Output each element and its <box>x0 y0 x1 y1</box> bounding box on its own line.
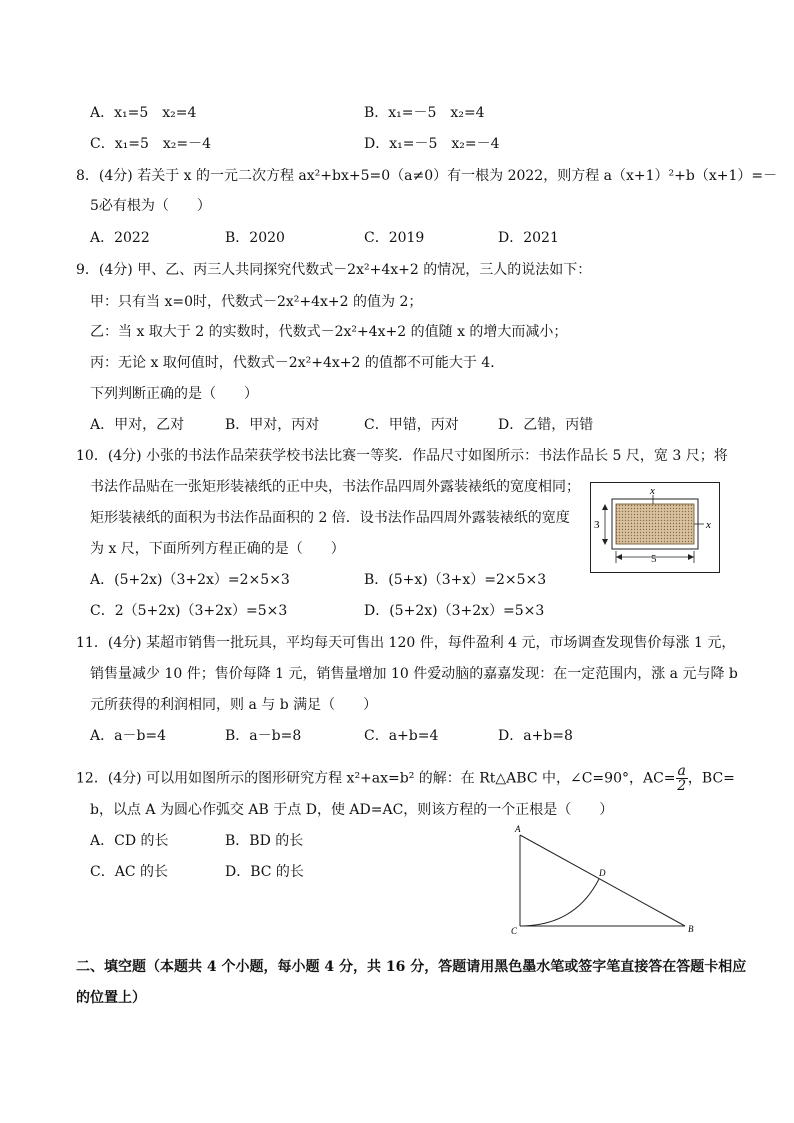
q11-stem-line1: 11．(4分) 某超市销售一批玩具，平均每天可售出 120 件，每件盈利 4 元，市场调查发现售价每涨 1 元， <box>76 635 736 651</box>
q7-option-d: D．x₁=－5 x₂=－4 <box>364 136 500 152</box>
q9-option-c: C．甲错，丙对 <box>364 417 459 433</box>
q10-figure-svg <box>591 483 719 572</box>
q12-stem-line1a: 12．(4分) 可以用如图所示的图形研究方程 x²+ax=b² 的解：在 Rt△ABC 中，∠C=90°，AC= <box>76 770 676 787</box>
q10-stem-line2: 书法作品贴在一张矩形装裱纸的正中央，书法作品四周外露装裱纸的宽度相同； <box>90 479 580 495</box>
q9-option-a: A．甲对，乙对 <box>90 417 185 433</box>
q11-stem-line3: 元所获得的利润相同，则 a 与 b 满足（ ） <box>90 697 378 713</box>
arc-cd <box>520 879 599 926</box>
q11-option-d: D．a+b=8 <box>498 728 573 744</box>
q9-yi: 乙：当 x 取大于 2 的实数时，代数式－2x²+4x+2 的值随 x 的增大而减小； <box>90 324 568 340</box>
q8-option-c: C．2019 <box>364 230 425 246</box>
q10-stem-line1: 10．(4分) 小张的书法作品荣获学校书法比赛一等奖．作品尺寸如图所示：书法作品长 5 尺，宽 3 尺；将 <box>76 448 728 464</box>
fig-label-x-right: x <box>706 519 711 531</box>
q9-jia: 甲：只有当 x=0时，代数式－2x²+4x+2 的值为 2； <box>90 294 423 310</box>
q12-stem-line2: b，以点 A 为圆心作弧交 AB 于点 D，使 AD=AC，则该方程的一个正根是（ ） <box>90 802 614 818</box>
q12-stem-line1b: ，BC= <box>687 770 735 787</box>
q11-option-c: C．a+b=4 <box>364 728 439 744</box>
q11-stem-line2: 销售量减少 10 件；售价每降 1 元，销售量增加 10 件爱动脑的嘉嘉发现：在一定范围内，涨 a 元与降 b <box>90 666 738 682</box>
q12-option-b: B．BD 的长 <box>225 833 304 849</box>
label-a: A <box>515 824 521 834</box>
q10-option-d: D．(5+2x)（3+2x）=5×3 <box>364 603 545 619</box>
q12-triangle-figure <box>505 820 705 940</box>
fig-label-x-top: x <box>650 485 655 497</box>
q7-option-c: C．x₁=5 x₂=－4 <box>90 136 212 152</box>
section2-heading-line2: 的位置上） <box>76 990 146 1006</box>
label-b: B <box>688 924 694 934</box>
q12-frac-num: a <box>677 763 686 779</box>
q8-option-a: A．2022 <box>90 230 150 246</box>
fig-label-5: 5 <box>651 553 657 565</box>
q7-option-b: B．x₁=－5 x₂=4 <box>364 105 485 121</box>
q9-option-d: D．乙错，丙错 <box>498 417 594 433</box>
q8-option-b: B．2020 <box>225 230 285 246</box>
q9-stem: 9．(4分) 甲、乙、丙三人共同探究代数式－2x²+4x+2 的情况，三人的说法如下： <box>76 262 592 278</box>
q12-fraction <box>676 764 688 793</box>
label-c: C <box>511 926 518 936</box>
q12-option-a: A．CD 的长 <box>90 833 169 849</box>
section2-heading-line1: 二、填空题（本题共 4 个小题，每小题 4 分，共 16 分，答题请用黑色墨水笔或签字笔直接答在答题卡相应 <box>76 959 747 975</box>
label-d: D <box>599 868 606 878</box>
q11-option-a: A．a－b=4 <box>90 728 167 744</box>
q11-option-b: B．a－b=8 <box>225 728 302 744</box>
q12-option-d: D．BC 的长 <box>225 864 304 880</box>
q9-option-b: B．甲对，丙对 <box>225 417 320 433</box>
q12-stem-line1 <box>76 764 735 793</box>
q8-stem-line2: 5必有根为（ ） <box>90 198 211 214</box>
q9-ask: 下列判断正确的是（ ） <box>90 386 258 402</box>
q8-stem-line1: 8．(4分) 若关于 x 的一元二次方程 ax²+bx+5=0（a≠0）有一根为 2022，则方程 a（x+1）²+b（x+1）=－ <box>76 168 778 184</box>
q8-option-d: D．2021 <box>498 230 559 246</box>
q10-stem-line4: 为 x 尺，下面所列方程正确的是（ ） <box>90 541 345 557</box>
q12-option-c: C．AC 的长 <box>90 864 168 880</box>
q10-option-b: B．(5+x)（3+x）=2×5×3 <box>364 572 547 588</box>
q12-frac-den: 2 <box>677 778 687 794</box>
q10-option-c: C．2（5+2x)（3+2x）=5×3 <box>90 603 288 619</box>
calligraphy-work <box>616 504 694 544</box>
q9-bing: 丙：无论 x 取何值时，代数式－2x²+4x+2 的值都不可能大于 4． <box>90 355 505 371</box>
side-ab <box>520 835 685 926</box>
q10-stem-line3: 矩形装裱纸的面积为书法作品面积的 2 倍．设书法作品四周外露装裱纸的宽度 <box>90 510 570 526</box>
q10-figure <box>590 482 720 573</box>
fig-label-3: 3 <box>594 519 600 531</box>
q7-option-a: A．x₁=5 x₂=4 <box>90 105 197 121</box>
q10-option-a: A．(5+2x)（3+2x）=2×5×3 <box>90 572 290 588</box>
